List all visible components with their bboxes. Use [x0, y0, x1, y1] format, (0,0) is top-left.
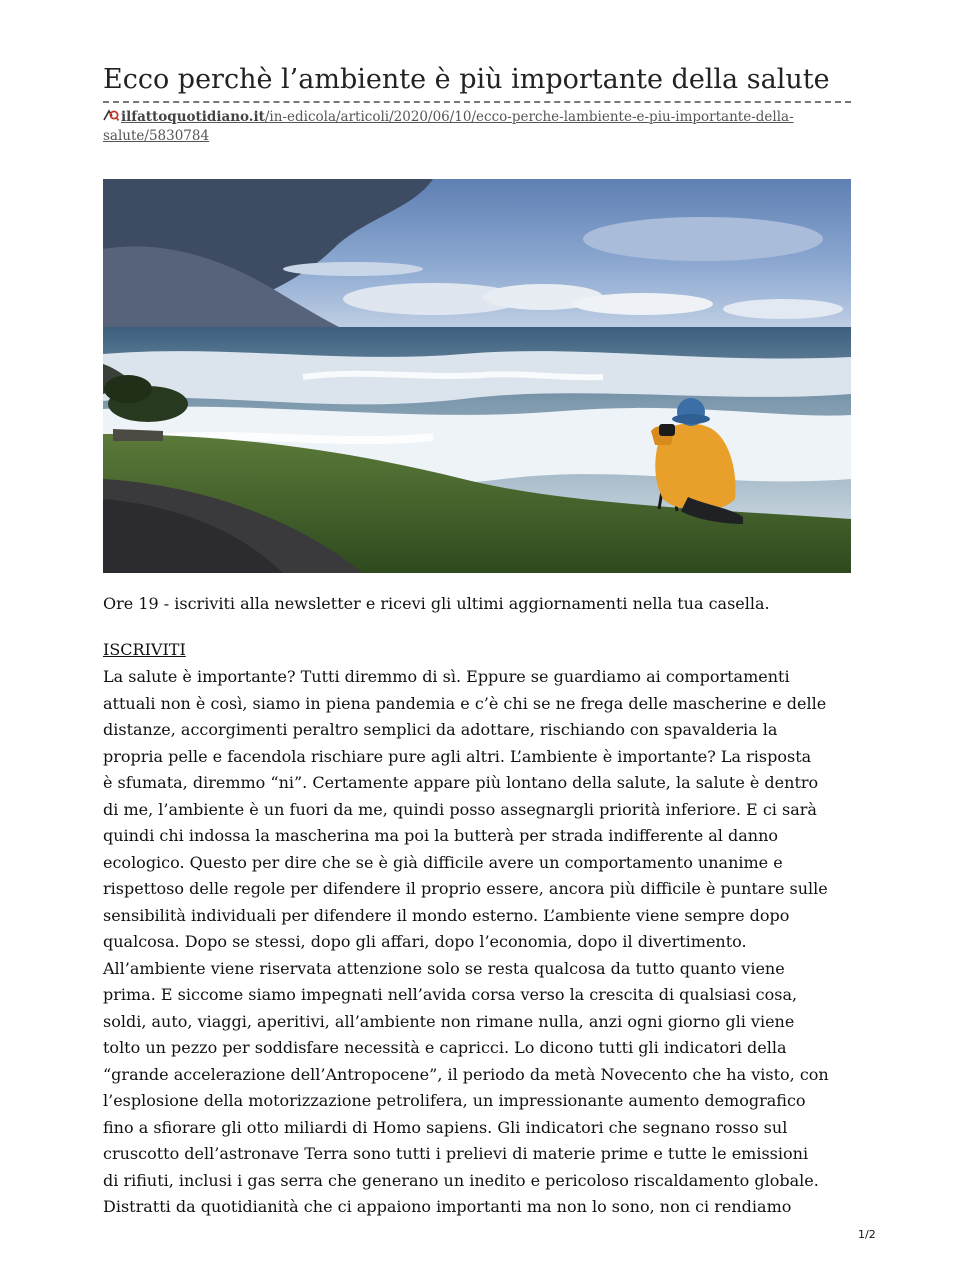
body-line: cruscotto dell’astronave Terra sono tutti i prelievi di materie prime e tutte le emissioni	[103, 1144, 809, 1163]
body-line: “grande accelerazione dell’Antropocene”, il periodo da metà Novecento che ha visto, con	[103, 1064, 829, 1084]
article-body	[103, 664, 863, 1221]
link-favicon-icon	[103, 109, 119, 122]
body-line: di rifiuti, inclusi i gas serra che generano un inedito e pericoloso riscaldamento globale.	[103, 1170, 819, 1190]
source-url[interactable]	[103, 109, 794, 144]
article-photo	[103, 179, 851, 573]
newsletter-caption: Ore 19 - iscriviti alla newsletter e ricevi gli ultimi aggiornamenti nella tua casella.	[103, 594, 770, 613]
body-line: soldi, auto, viaggi, aperitivi, all’ambiente non rimane nulla, anzi ogni giorno gli viene	[103, 1011, 795, 1031]
body-line: La salute è importante? Tutti diremmo di sì. Eppure se guardiamo ai comportamenti	[103, 667, 790, 686]
source-domain: ilfattoquotidiano.it	[121, 109, 265, 125]
title-divider	[103, 101, 851, 103]
body-line: prima. E siccome siamo impegnati nell’avida corsa verso la crescita di qualsiasi cosa,	[103, 985, 798, 1004]
body-line: qualcosa. Dopo se stessi, dopo gli affari, dopo l’economia, dopo il divertimento.	[103, 932, 747, 951]
source-path-line1: /in-edicola/articoli/2020/06/10/ecco-perche-lambiente-e-piu-importante-della-	[264, 109, 794, 125]
body-line: ecologico. Questo per dire che se è già difficile avere un comportamento unanime e	[103, 852, 783, 872]
body-line: propria pelle e facendola rischiare pure agli altri. L’ambiente è importante? La risposta	[103, 746, 812, 766]
body-line: rispettoso delle regole per difendere il proprio essere, ancora più difficile è puntare sulle	[103, 879, 828, 898]
body-line: quindi chi indossa la mascherina ma poi la butterà per strada indifferente al danno	[103, 826, 779, 845]
source-path-line2: salute/5830784	[103, 128, 210, 144]
body-line: attuali non è così, siamo in piena pandemia e c’è chi se ne frega delle mascherine e delle	[103, 693, 827, 713]
subscribe-link[interactable]: ISCRIVITI	[103, 640, 186, 659]
body-line: è sfumata, diremmo “ni”. Certamente appare più lontano della salute, la salute è dentro	[103, 773, 819, 792]
body-line: distanze, accorgimenti peraltro semplici da adottare, rischiando con spavalderia la	[103, 720, 778, 739]
body-line: fino a sfiorare gli otto miliardi di Homo sapiens. Gli indicatori che segnano rosso sul	[103, 1117, 788, 1137]
body-line: sensibilità individuali per difendere il mondo esterno. L’ambiente viene sempre dopo	[103, 905, 790, 925]
body-line: l’esplosione della motorizzazione petrolifera, un impressionante aumento demografico	[103, 1091, 806, 1110]
source-link[interactable]	[103, 108, 851, 146]
body-line: Distratti da quotidianità che ci appaiono importanti ma non lo sono, non ci rendiamo	[103, 1197, 792, 1216]
body-line: All’ambiente viene riservata attenzione solo se resta qualcosa da tutto quanto viene	[103, 958, 785, 978]
article-title: Ecco perchè l’ambiente è più importante della salute	[103, 64, 830, 95]
body-line: di me, l’ambiente è un fuori da me, quindi posso assegnargli priorità inferiore. E ci sarà	[103, 799, 817, 819]
body-line: tolto un pezzo per soddisfare necessità e capricci. Lo dicono tutti gli indicatori della	[103, 1038, 787, 1057]
page-number: 1/2	[858, 1228, 876, 1241]
